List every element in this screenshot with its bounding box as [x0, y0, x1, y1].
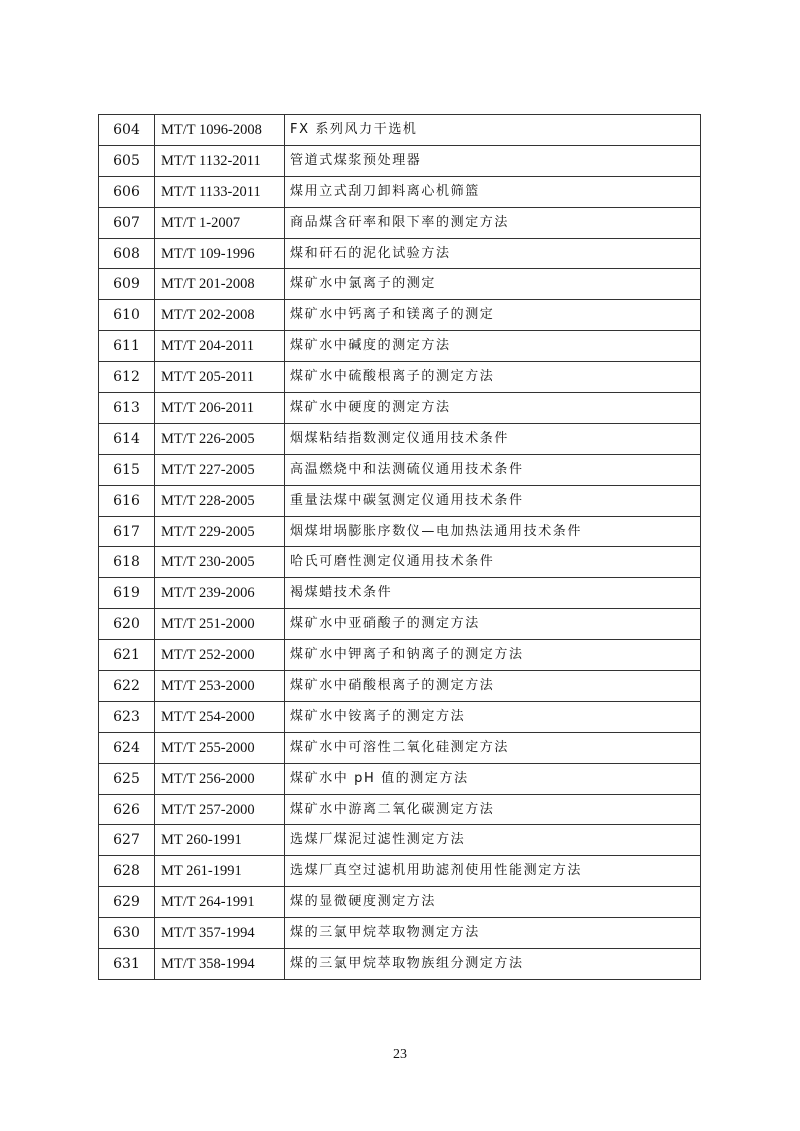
- standard-code-cell: MT/T 205-2011: [155, 362, 285, 393]
- row-number-cell: 619: [99, 578, 155, 609]
- standard-title-cell: 煤矿水中铵离子的测定方法: [285, 701, 701, 732]
- standard-title-cell: 煤矿水中亚硝酸子的测定方法: [285, 609, 701, 640]
- table-row: [99, 856, 701, 887]
- row-number-cell: 608: [99, 238, 155, 269]
- standard-title-cell: 煤矿水中氯离子的测定: [285, 269, 701, 300]
- standard-code-cell: MT/T 1-2007: [155, 207, 285, 238]
- row-number-cell: 621: [99, 640, 155, 671]
- standard-title-cell: 选煤厂真空过滤机用助滤剂使用性能测定方法: [285, 856, 701, 887]
- standard-title-cell: 烟煤坩埚膨胀序数仪—电加热法通用技术条件: [285, 516, 701, 547]
- standard-title-cell: 煤矿水中游离二氧化碳测定方法: [285, 794, 701, 825]
- standard-title-cell: 煤矿水中硬度的测定方法: [285, 393, 701, 424]
- row-number-cell: 628: [99, 856, 155, 887]
- table-row: [99, 176, 701, 207]
- row-number-cell: 625: [99, 763, 155, 794]
- standard-code-cell: MT/T 1132-2011: [155, 145, 285, 176]
- row-number-cell: 627: [99, 825, 155, 856]
- table-row: [99, 640, 701, 671]
- standard-code-cell: MT/T 228-2005: [155, 485, 285, 516]
- row-number-cell: 618: [99, 547, 155, 578]
- row-number-cell: 623: [99, 701, 155, 732]
- standard-code-cell: MT/T 226-2005: [155, 423, 285, 454]
- row-number-cell: 610: [99, 300, 155, 331]
- standard-title-cell: 高温燃烧中和法测硫仪通用技术条件: [285, 454, 701, 485]
- table-row: [99, 207, 701, 238]
- row-number-cell: 624: [99, 732, 155, 763]
- standard-code-cell: MT/T 253-2000: [155, 671, 285, 702]
- standard-code-cell: MT/T 206-2011: [155, 393, 285, 424]
- standard-title-cell: 煤矿水中碱度的测定方法: [285, 331, 701, 362]
- row-number-cell: 609: [99, 269, 155, 300]
- standard-code-cell: MT/T 229-2005: [155, 516, 285, 547]
- standard-code-cell: MT/T 227-2005: [155, 454, 285, 485]
- table-row: [99, 269, 701, 300]
- standard-title-cell: 煤和矸石的泥化试验方法: [285, 238, 701, 269]
- standard-title-cell: 管道式煤浆预处理器: [285, 145, 701, 176]
- standard-code-cell: MT/T 254-2000: [155, 701, 285, 732]
- table-row: [99, 362, 701, 393]
- standard-code-cell: MT/T 202-2008: [155, 300, 285, 331]
- standard-title-cell: 煤矿水中硫酸根离子的测定方法: [285, 362, 701, 393]
- table-body: [99, 115, 701, 980]
- standard-code-cell: MT/T 257-2000: [155, 794, 285, 825]
- standard-code-cell: MT/T 264-1991: [155, 887, 285, 918]
- standard-title-cell: 褐煤蜡技术条件: [285, 578, 701, 609]
- row-number-cell: 606: [99, 176, 155, 207]
- table-row: [99, 671, 701, 702]
- row-number-cell: 617: [99, 516, 155, 547]
- row-number-cell: 626: [99, 794, 155, 825]
- table-row: [99, 454, 701, 485]
- table-row: [99, 516, 701, 547]
- row-number-cell: 607: [99, 207, 155, 238]
- standard-code-cell: MT/T 255-2000: [155, 732, 285, 763]
- table-row: [99, 423, 701, 454]
- table-row: [99, 701, 701, 732]
- standard-title-cell: 选煤厂煤泥过滤性测定方法: [285, 825, 701, 856]
- standard-title-cell: 煤矿水中可溶性二氧化硅测定方法: [285, 732, 701, 763]
- standard-title-cell: 煤矿水中硝酸根离子的测定方法: [285, 671, 701, 702]
- standard-code-cell: MT/T 357-1994: [155, 918, 285, 949]
- table-row: [99, 145, 701, 176]
- standard-title-cell: 重量法煤中碳氢测定仪通用技术条件: [285, 485, 701, 516]
- standard-code-cell: MT/T 1096-2008: [155, 115, 285, 146]
- standard-title-cell: 煤用立式刮刀卸料离心机筛篮: [285, 176, 701, 207]
- standard-title-cell: 商品煤含矸率和限下率的测定方法: [285, 207, 701, 238]
- standard-title-cell: 哈氏可磨性测定仪通用技术条件: [285, 547, 701, 578]
- table-row: [99, 887, 701, 918]
- standard-title-cell: 煤的三氯甲烷萃取物测定方法: [285, 918, 701, 949]
- standard-title-cell: 烟煤粘结指数测定仪通用技术条件: [285, 423, 701, 454]
- standard-title-cell: 煤矿水中钙离子和镁离子的测定: [285, 300, 701, 331]
- row-number-cell: 620: [99, 609, 155, 640]
- table-row: [99, 732, 701, 763]
- row-number-cell: 622: [99, 671, 155, 702]
- table-row: [99, 393, 701, 424]
- standard-code-cell: MT/T 239-2006: [155, 578, 285, 609]
- standard-code-cell: MT/T 109-1996: [155, 238, 285, 269]
- standard-title-cell: 煤矿水中钾离子和钠离子的测定方法: [285, 640, 701, 671]
- page-number: 23: [393, 1047, 407, 1062]
- table-row: [99, 578, 701, 609]
- standard-code-cell: MT 260-1991: [155, 825, 285, 856]
- table-row: [99, 918, 701, 949]
- row-number-cell: 631: [99, 949, 155, 980]
- standard-title-cell: 煤矿水中 pH 值的测定方法: [285, 763, 701, 794]
- row-number-cell: 605: [99, 145, 155, 176]
- table-row: [99, 949, 701, 980]
- standard-code-cell: MT/T 358-1994: [155, 949, 285, 980]
- standard-code-cell: MT 261-1991: [155, 856, 285, 887]
- row-number-cell: 630: [99, 918, 155, 949]
- standard-code-cell: MT/T 252-2000: [155, 640, 285, 671]
- table-row: [99, 794, 701, 825]
- table-row: [99, 331, 701, 362]
- table-row: [99, 485, 701, 516]
- row-number-cell: 604: [99, 115, 155, 146]
- row-number-cell: 615: [99, 454, 155, 485]
- standard-code-cell: MT/T 251-2000: [155, 609, 285, 640]
- standard-code-cell: MT/T 230-2005: [155, 547, 285, 578]
- standard-title-cell: 煤的显微硬度测定方法: [285, 887, 701, 918]
- standard-code-cell: MT/T 256-2000: [155, 763, 285, 794]
- row-number-cell: 629: [99, 887, 155, 918]
- row-number-cell: 611: [99, 331, 155, 362]
- standard-title-cell: FX 系列风力干选机: [285, 115, 701, 146]
- row-number-cell: 616: [99, 485, 155, 516]
- standard-title-cell: 煤的三氯甲烷萃取物族组分测定方法: [285, 949, 701, 980]
- standard-code-cell: MT/T 1133-2011: [155, 176, 285, 207]
- standard-code-cell: MT/T 201-2008: [155, 269, 285, 300]
- table-row: [99, 825, 701, 856]
- row-number-cell: 614: [99, 423, 155, 454]
- standard-code-cell: MT/T 204-2011: [155, 331, 285, 362]
- table-row: [99, 300, 701, 331]
- row-number-cell: 613: [99, 393, 155, 424]
- table-row: [99, 238, 701, 269]
- table-row: [99, 115, 701, 146]
- standards-table: [98, 114, 701, 980]
- table-row: [99, 763, 701, 794]
- table-row: [99, 547, 701, 578]
- table-row: [99, 609, 701, 640]
- row-number-cell: 612: [99, 362, 155, 393]
